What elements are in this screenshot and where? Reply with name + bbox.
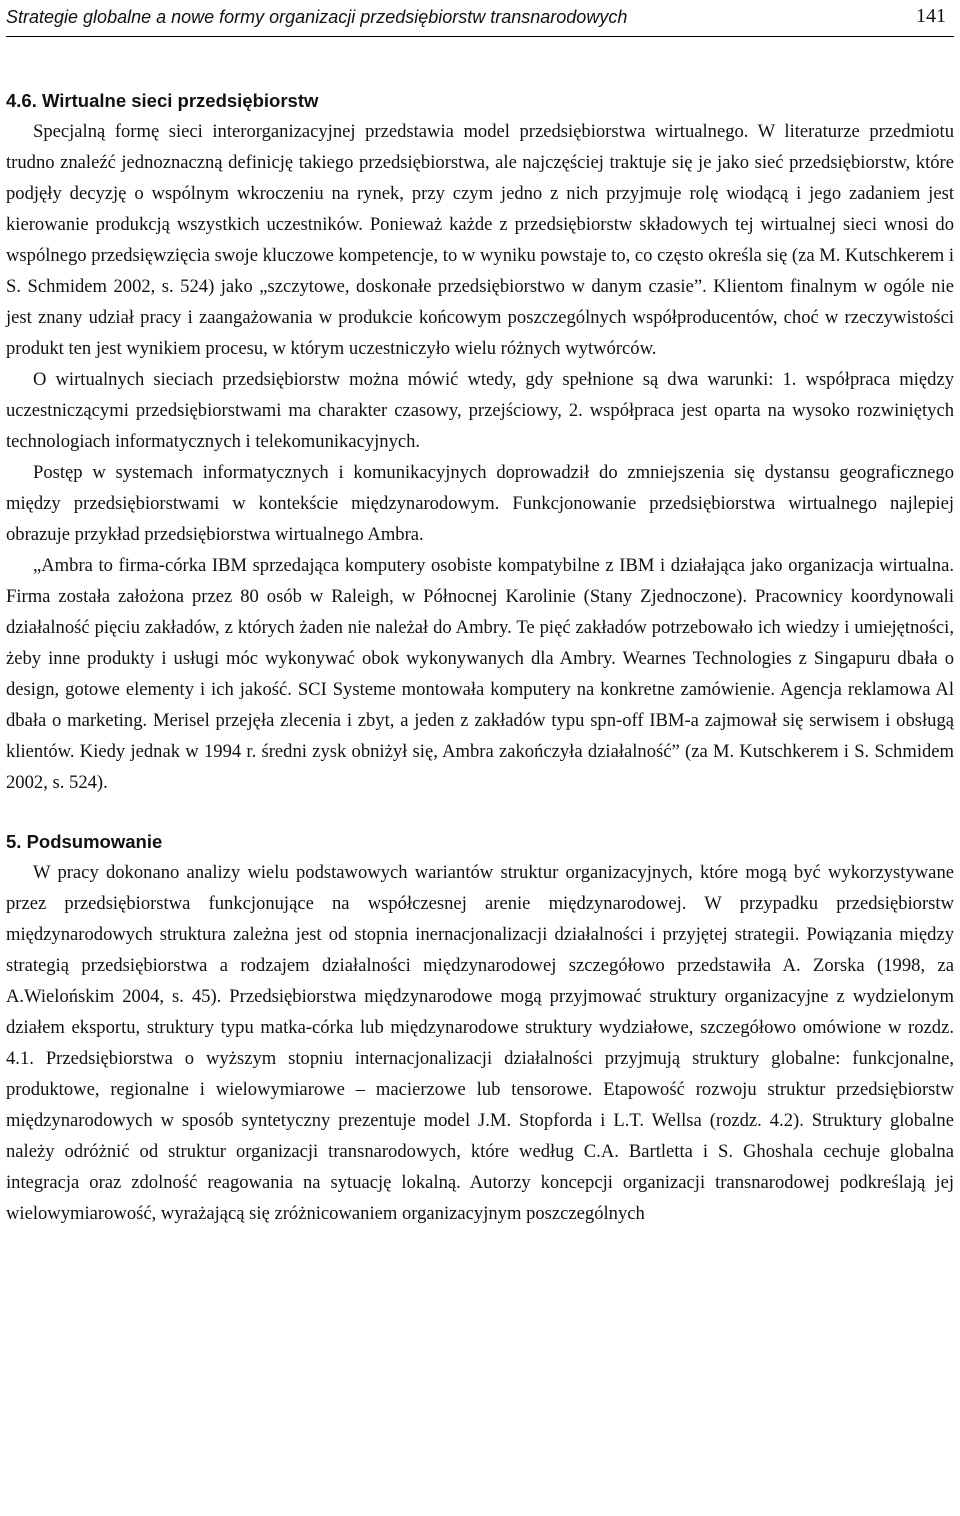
section-heading-summary: 5. Podsumowanie (6, 831, 163, 852)
document-page (0, 2, 960, 1516)
paragraph-quote: „Ambra to firma-córka IBM sprzedająca komputery osobiste kompatybilne z IBM i działająca jako organizacja wirtualna. Firma została założona przez 80 osób w Raleigh, w Północnej Karolinie (Stany Zjednoczone). Pracownicy koordynowali działalność pięciu zakładów, z których żaden nie należał do Ambry. Te pięć zakładów potrzebowało ich wiedzy i umiejętności, żeby inne produkty i usługi móc wykonywać obok wykonywanych dla Ambry. Wearnes Technologies z Singapuru dbała o design, gotowe elementy i ich jakość. SCI Systeme montowała komputery na konkretne zamówienie. Agencja reklamowa Al dbała o marketing. Merisel przejęła zlecenia i zbyt, a jeden z zakładów typu spn-off IBM-a zajmował się serwisem i obsługą klientów. Kiedy jednak w 1994 r. średni zysk obniżył się, Ambra zakończyła działalność” (za M. Kutschkerem i S. Schmidem 2002, s. 524). (6, 555, 954, 793)
section-heading-virtual-networks: 4.6. Wirtualne sieci przedsiębiorstw (6, 90, 319, 111)
paragraph: Specjalną formę sieci interorganizacyjnej przedstawia model przedsiębiorstwa wirtualnego. W literaturze przedmiotu trudno znaleźć jednoznaczną definicję takiego przedsiębiorstwa, ale najczęściej traktuje się je jako sieć przedsiębiorstw, które podjęły decyzję o wspólnym wkroczeniu na rynek, przy czym jedno z nich przyjmuje rolę wiodącą i jego zadaniem jest kierowanie produkcją wszystkich uczestników. Ponieważ każde z przedsiębiorstw składowych tej wirtualnej sieci wnosi do wspólnego przedsięwzięcia swoje kluczowe kompetencje, to w wyniku powstaje to, co często określa się (za M. Kutschkerem i S. Schmidem 2002, s. 524) jako „szczytowe, doskonałe przedsiębiorstwo w danym czasie”. Klientom finalnym w ogóle nie jest znany udział pracy i zaangażowania w produkcie końcowym poszczególnych współproducentów, choć w rzeczywistości produkt ten jest wynikiem procesu, w którym uczestniczyło wielu różnych wytwórców. (6, 121, 954, 359)
paragraph: O wirtualnych sieciach przedsiębiorstw można mówić wtedy, gdy spełnione są dwa warunki: 1. współpraca między uczestniczącymi przedsiębiorstwami ma charakter czasowy, przejściowy, 2. współpraca jest oparta na wysoko rozwiniętych technologiach informatycznych i telekomunikacyjnych. (6, 369, 954, 452)
running-title: Strategie globalne a nowe formy organizacji przedsiębiorstw transnarodowych (6, 7, 628, 27)
paragraph: Postęp w systemach informatycznych i komunikacyjnych doprowadził do zmniejszenia się dystansu geograficznego między przedsiębiorstwami w kontekście międzynarodowym. Funkcjonowanie przedsiębiorstwa wirtualnego najlepiej obrazuje przykład przedsiębiorstwa wirtualnego Ambra. (6, 462, 954, 545)
paragraph: W pracy dokonano analizy wielu podstawowych wariantów struktur organizacyjnych, które mogą być wykorzystywane przez przedsiębiorstwa funkcjonujące na współczesnej arenie międzynarodowej. W przypadku przedsiębiorstw międzynarodowych struktura zależna jest od stopnia inernacjonalizacji działalności i przyjętej strategii. Powiązania między strategią przedsiębiorstwa a rodzajem działalności międzynarodowej szczegółowo przedstawiła A. Zorska (1998, za A.Wielońskim 2004, s. 45). Przedsiębiorstwa międzynarodowe mogą przyjmować struktury organizacyjne z wydzielonym działem eksportu, struktury typu matka-córka lub międzynarodowe struktury wydziałowe, szczegółowo omówione w rozdz. 4.1. Przedsiębiorstwa o wyższym stopniu internacjonalizacji działalności przyjmują struktury globalne: funkcjonalne, produktowe, regionalne i wielowymiarowe – macierzowe lub tensorowe. Etapowość rozwoju struktur przedsiębiorstw międzynarodowych w sposób syntetyczny prezentuje model J.M. Stopforda i L.T. Wellsa (rozdz. 4.2). Struktury globalne należy odróżnić od struktur organizacji transnarodowych, które według C.A. Bartletta i S. Ghoshala cechuje globalna integracja oraz zdolność reagowania na sytuację lokalną. Autorzy koncepcji organizacji transnarodowej podkreślają jej wielowymiarowość, wyrażającą się zróżnicowaniem organizacyjnym poszczególnych (6, 862, 954, 1224)
page-number: 141 (916, 5, 946, 27)
running-header (6, 2, 954, 37)
